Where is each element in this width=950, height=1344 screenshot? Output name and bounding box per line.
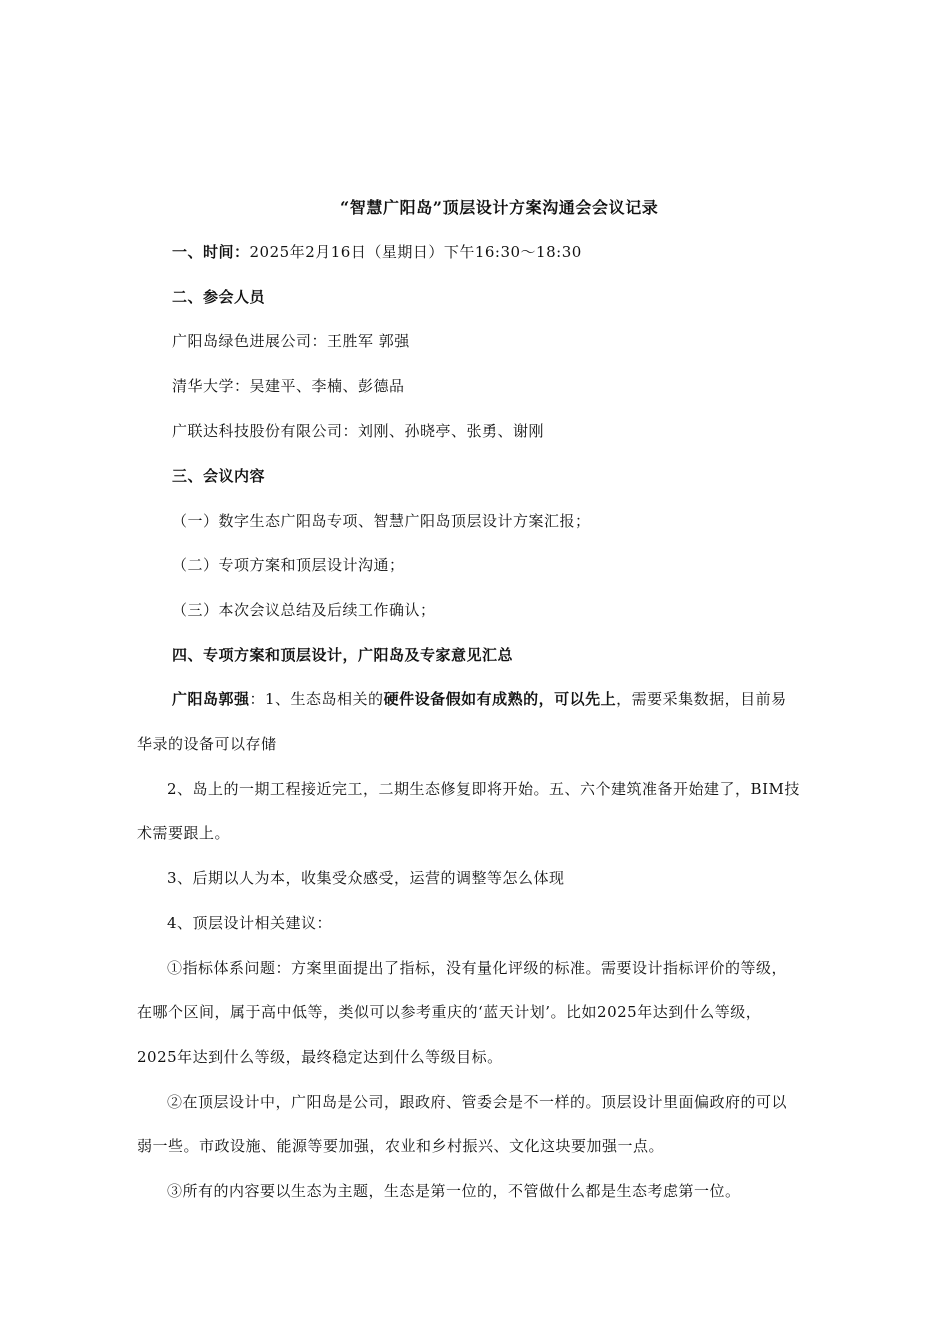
opinion-paragraph-5: ①指标体系问题：方案里面提出了指标，没有量化评级的标准。需要设计指标评价的等级，	[167, 959, 788, 977]
opinion-text: ：1、生态岛相关的	[249, 690, 384, 708]
opinion-text: ，需要采集数据，目前易	[616, 690, 787, 708]
opinion-paragraph-7: ③所有的内容要以生态为主题，生态是第一位的，不管做什么都是生态考虑第一位。	[167, 1182, 741, 1200]
attendee-line: 广阳岛绿色进展公司：王胜军 郭强	[172, 332, 410, 350]
opinion-text: 在哪个区间，属于高中低等，类似可以参考重庆的‘蓝天计划’。比如2025年达到什么等级，	[137, 1003, 762, 1021]
content-item: （二）专项方案和顶层设计沟通；	[172, 556, 405, 574]
time-value: 2025年2月16日（星期日）下午16:30～18:30	[249, 243, 582, 261]
attendees-heading: 二、参会人员	[172, 288, 266, 306]
opinion-paragraph-4: 4、顶层设计相关建议：	[167, 914, 333, 932]
content-item: （三）本次会议总结及后续工作确认；	[172, 601, 436, 619]
time-line	[172, 242, 582, 262]
opinion-paragraph-3: 3、后期以人为本，收集受众感受，运营的调整等怎么体现	[167, 869, 565, 887]
content-item: （一）数字生态广阳岛专项、智慧广阳岛顶层设计方案汇报；	[172, 512, 591, 530]
opinion-text: 华录的设备可以存储	[137, 735, 277, 753]
opinion-text: 2025年达到什么等级，最终稳定达到什么等级目标。	[137, 1048, 503, 1066]
document-title: “智慧广阳岛”顶层设计方案沟通会会议记录	[340, 198, 659, 217]
opinion-paragraph-1	[172, 689, 787, 709]
opinion-text: 术需要跟上。	[137, 824, 231, 842]
opinion-paragraph-6: ②在顶层设计中，广阳岛是公司，跟政府、管委会是不一样的。顶层设计里面偏政府的可以	[167, 1093, 788, 1111]
opinion-emphasis: 硬件设备假如有成熟的，可以先上	[383, 690, 617, 708]
time-label: 一、时间：	[172, 243, 250, 261]
opinion-text: 弱一些。市政设施、能源等要加强，农业和乡村振兴、文化这块要加强一点。	[137, 1137, 665, 1155]
attendee-line: 清华大学：吴建平、李楠、彭德品	[172, 377, 405, 395]
attendee-line: 广联达科技股份有限公司：刘刚、孙晓亭、张勇、谢刚	[172, 422, 545, 440]
content-heading: 三、会议内容	[172, 467, 266, 485]
speaker-name: 广阳岛郭强	[172, 690, 250, 708]
opinion-paragraph-2: 2、岛上的一期工程接近完工，二期生态修复即将开始。五、六个建筑准备开始建了，BIM技	[167, 780, 800, 798]
opinions-heading: 四、专项方案和顶层设计，广阳岛及专家意见汇总	[172, 646, 514, 664]
